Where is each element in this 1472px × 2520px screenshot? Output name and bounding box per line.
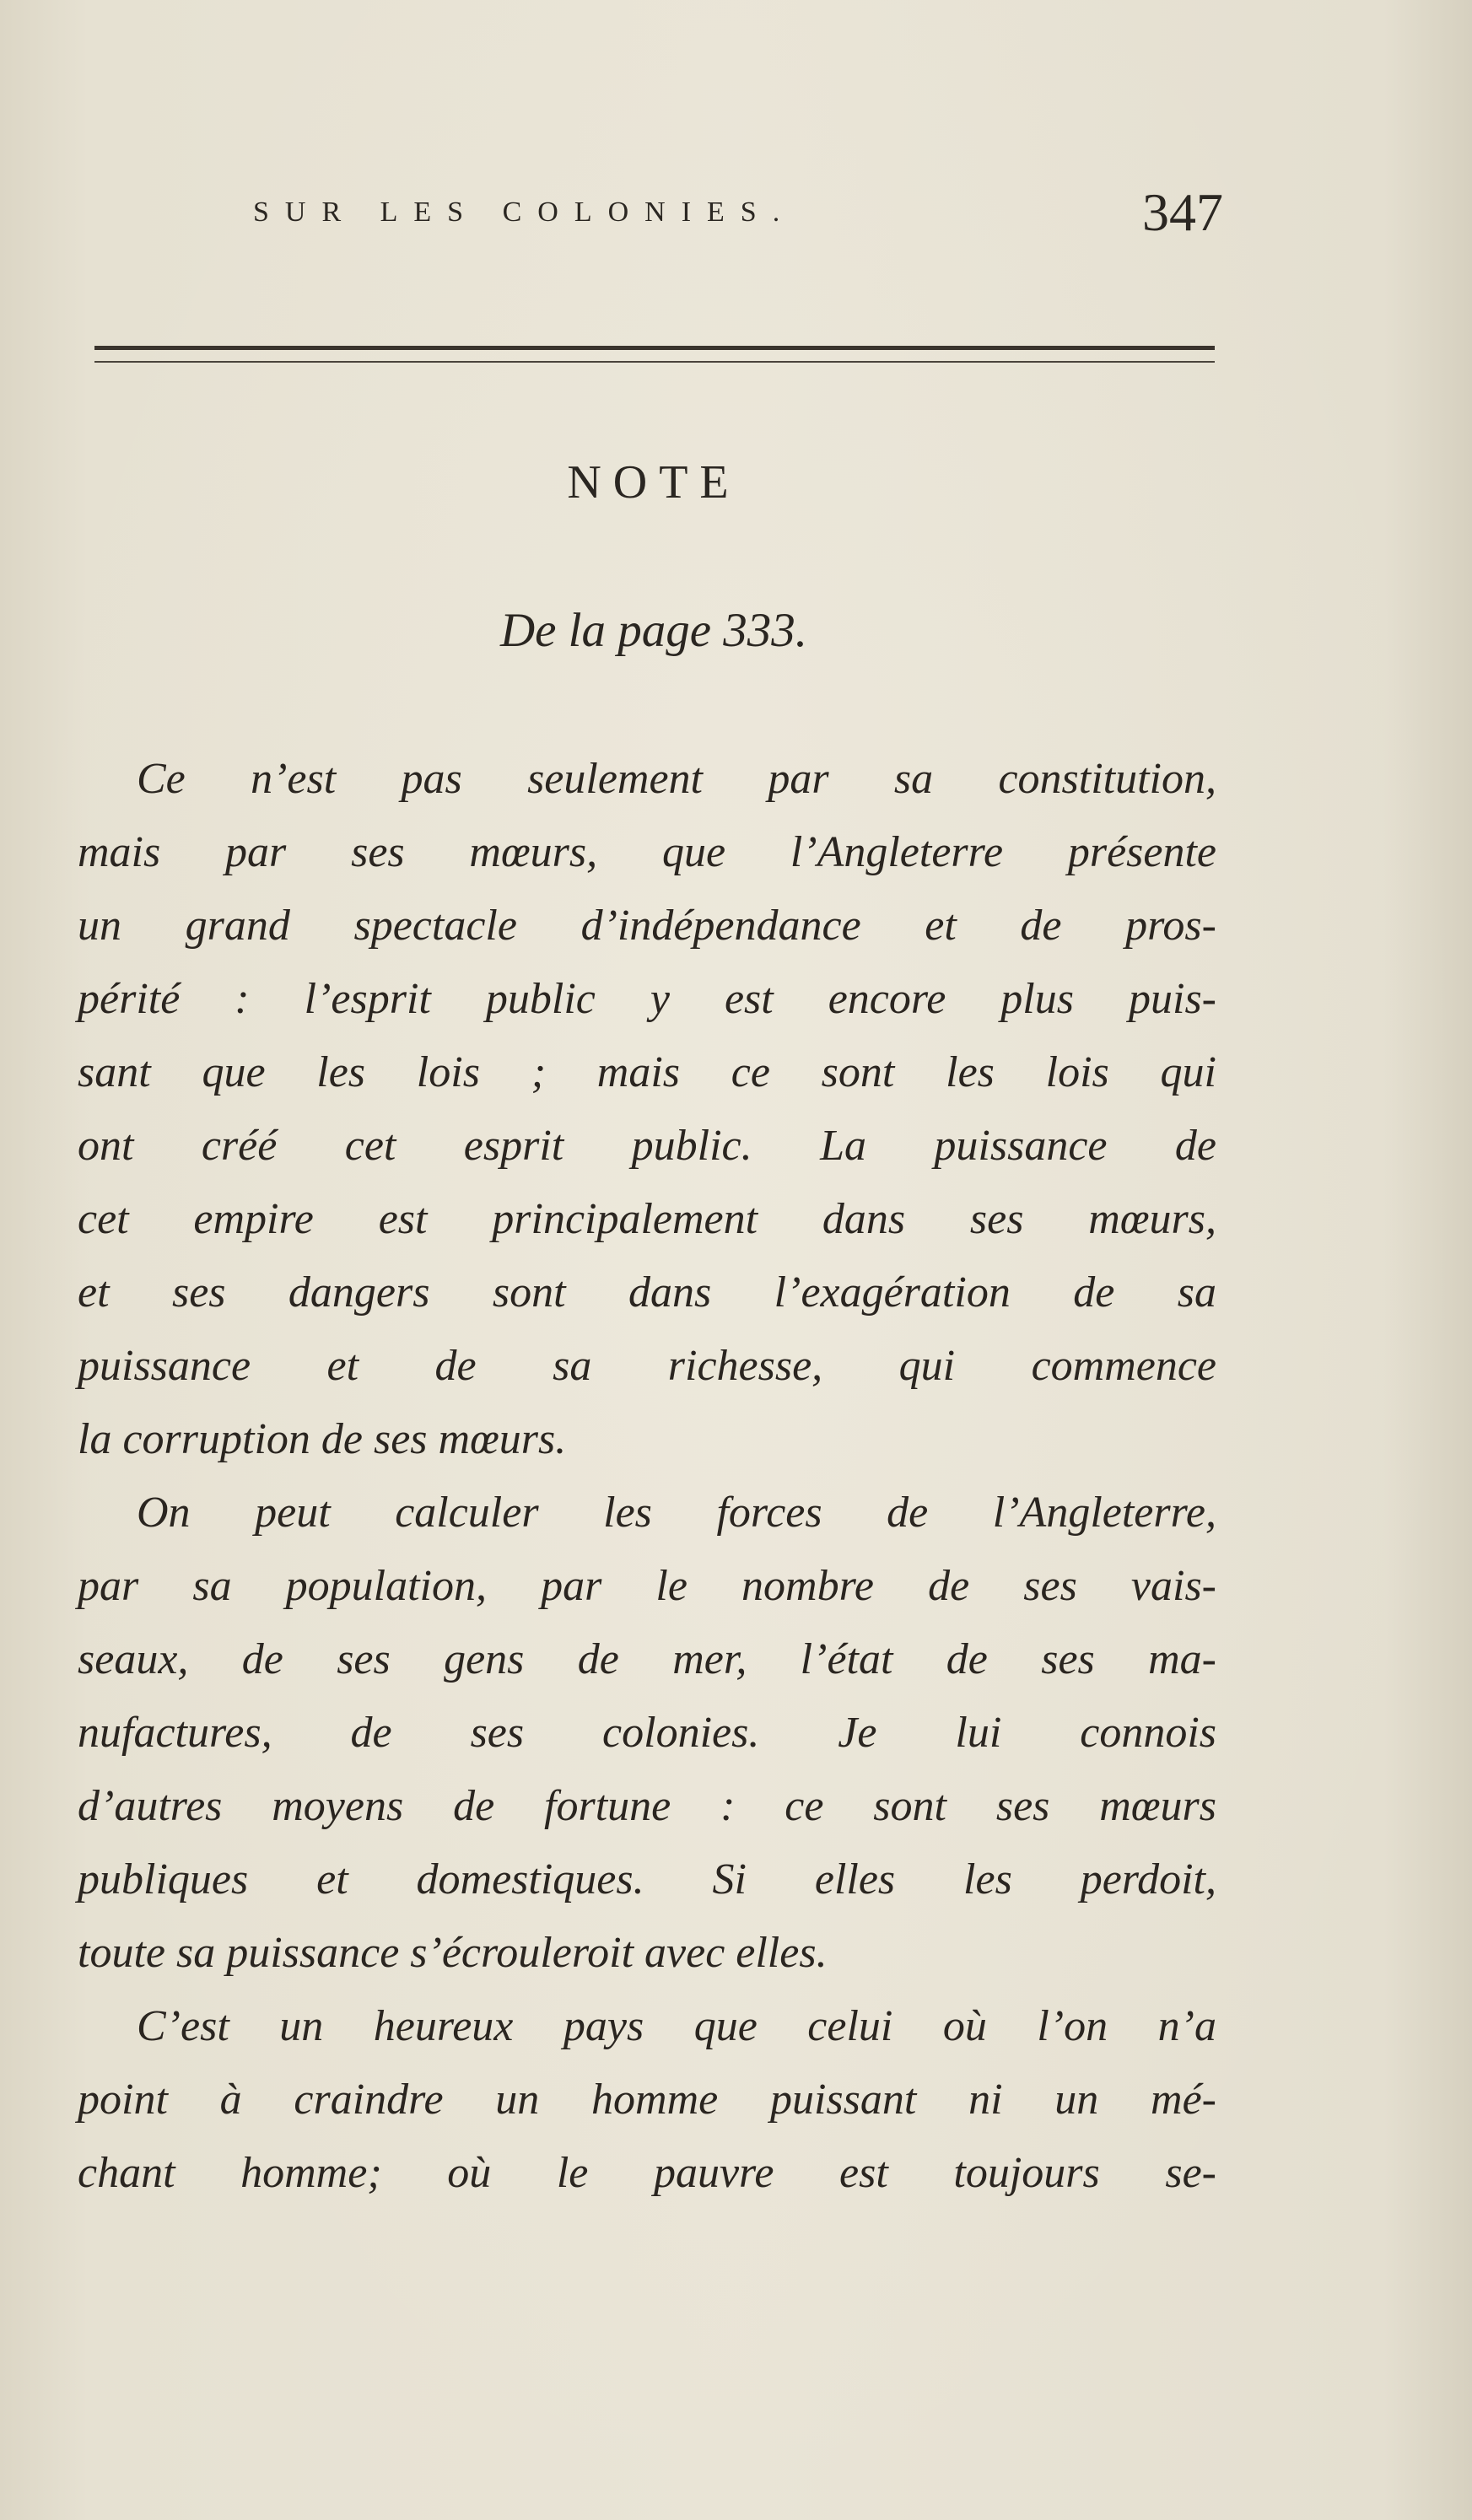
note-heading: NOTE <box>567 456 741 509</box>
text-line: chant homme; où le pauvre est toujours se- <box>78 2149 1216 2197</box>
text-line: puissance et de sa richesse, qui commence <box>78 1342 1216 1390</box>
note-subheading: De la page 333. <box>499 604 808 657</box>
text-line: ont créé cet esprit public. La puissance de <box>78 1122 1216 1170</box>
text-line: seaux, de ses gens de mer, l’état de ses ma- <box>78 1635 1216 1683</box>
header-rule-thick <box>94 346 1215 350</box>
body-text <box>78 742 1216 2210</box>
text-line: point à craindre un homme puissant ni un mé- <box>78 2076 1216 2124</box>
text-line: C’est un heureux pays que celui où l’on n’a <box>137 2002 1216 2050</box>
text-line: la corruption de ses mœurs. <box>78 1415 567 1463</box>
running-title: SUR LES COLONIES. <box>253 197 796 228</box>
text-line: toute sa puissance s’écrouleroit avec elles. <box>78 1929 828 1977</box>
text-line: publiques et domestiques. Si elles les perdoit, <box>78 1855 1216 1903</box>
running-head <box>93 181 1223 249</box>
text-line: un grand spectacle d’indépendance et de pros- <box>78 902 1216 950</box>
text-line: nufactures, de ses colonies. Je lui connois <box>78 1709 1216 1757</box>
text-line: d’autres moyens de fortune : ce sont ses mœurs <box>78 1782 1216 1830</box>
text-line: sant que les lois ; mais ce sont les lois qui <box>78 1048 1216 1096</box>
text-line: périté : l’esprit public y est encore plus puis- <box>78 975 1216 1023</box>
text-line: et ses dangers sont dans l’exagération de sa <box>78 1268 1216 1317</box>
text-line: On peut calculer les forces de l’Angleterre, <box>137 1489 1216 1537</box>
text-line: mais par ses mœurs, que l’Angleterre présente <box>78 828 1216 876</box>
text-line: Ce n’est pas seulement par sa constitution, <box>137 755 1216 803</box>
page-number: 347 <box>1142 182 1223 242</box>
text-line: par sa population, par le nombre de ses vais- <box>78 1562 1216 1610</box>
header-rule-thin <box>94 361 1215 363</box>
text-line: cet empire est principalement dans ses mœurs, <box>78 1195 1216 1243</box>
